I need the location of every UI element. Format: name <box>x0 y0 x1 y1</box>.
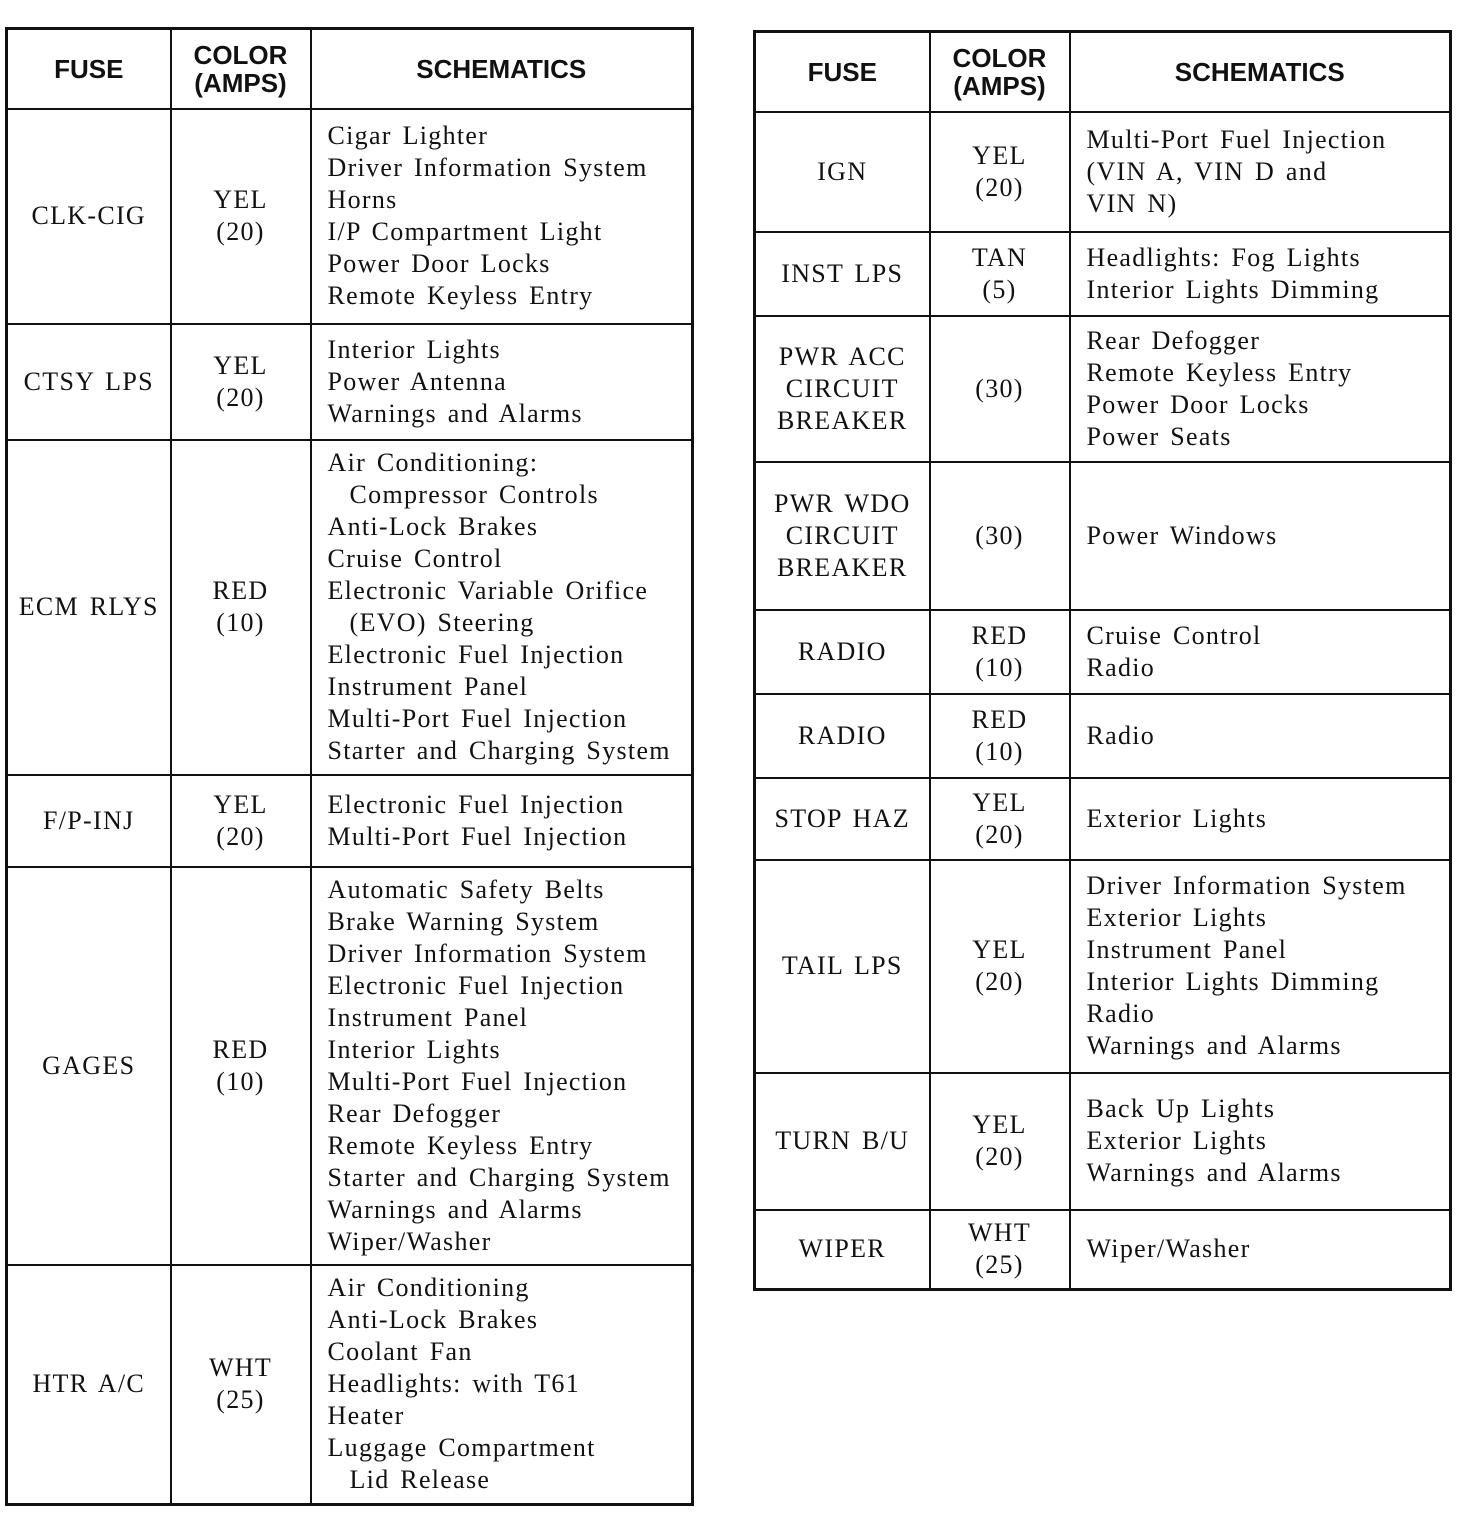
color-amps-value: YEL <box>213 350 268 380</box>
schematic-item: Multi-Port Fuel Injection <box>1086 124 1387 154</box>
table-row <box>755 778 1451 860</box>
fuse-cell <box>755 232 930 316</box>
color-amps-value: RED <box>212 576 269 605</box>
schematic-item: Electronic Fuel Injection <box>327 640 625 669</box>
fuse-name: PWR ACC <box>778 341 906 371</box>
table-row <box>755 232 1451 316</box>
schematic-item: Headlights: Fog Lights <box>1086 242 1361 272</box>
table-row <box>7 867 693 1265</box>
schematic-item: Horns <box>327 185 398 214</box>
fuse-cell <box>7 1265 171 1505</box>
color-amps-value: (25) <box>975 1250 1024 1280</box>
schematic-item: Anti-Lock Brakes <box>327 512 539 541</box>
schematics-cell <box>311 775 693 867</box>
schematic-item: Radio <box>1086 720 1156 750</box>
color-amps-cell <box>930 1210 1070 1290</box>
color-amps-value: YEL <box>972 787 1027 817</box>
fuse-name: F/P-INJ <box>43 805 135 835</box>
fuse-name: STOP HAZ <box>774 803 910 833</box>
fuse-name: INST LPS <box>781 258 904 288</box>
schematic-item: Rear Defogger <box>327 1098 502 1128</box>
schematic-item: Electronic Fuel Injection <box>327 970 625 1000</box>
fuse-cell <box>7 109 171 324</box>
schematics-cell <box>1070 462 1451 610</box>
schematic-item: Luggage Compartment <box>327 1433 596 1463</box>
color-amps-cell <box>930 610 1070 694</box>
header-row <box>7 29 693 109</box>
header-color-line1: COLOR <box>952 42 1047 73</box>
table-row <box>755 1073 1451 1210</box>
schematic-item: Multi-Port Fuel Injection <box>327 1066 628 1096</box>
schematics-cell <box>311 867 693 1265</box>
fuse-name: IGN <box>817 156 868 186</box>
fuse-name: BREAKER <box>777 552 908 582</box>
table-row <box>7 1265 693 1505</box>
color-amps-value: (20) <box>975 967 1024 996</box>
color-amps-value: (10) <box>975 736 1024 766</box>
schematic-item: VIN N) <box>1086 188 1178 218</box>
table-body <box>7 109 693 1505</box>
color-amps-value: RED <box>971 704 1028 734</box>
schematic-item: Back Up Lights <box>1086 1094 1276 1123</box>
schematic-item: Automatic Safety Belts <box>327 874 605 904</box>
fuse-cell <box>755 462 930 610</box>
schematic-item: Remote Keyless Entry <box>327 281 594 310</box>
schematics-cell <box>1070 112 1451 232</box>
table-row <box>755 694 1451 778</box>
fuse-cell <box>7 867 171 1265</box>
color-amps-value: (30) <box>975 520 1024 550</box>
color-amps-value: (20) <box>216 382 265 412</box>
fuse-table-right <box>753 30 1452 1291</box>
schematic-item: Air Conditioning: <box>327 448 539 477</box>
schematic-item: Interior Lights Dimming <box>1086 274 1380 304</box>
fuse-cell <box>755 112 930 232</box>
color-amps-cell <box>930 860 1070 1073</box>
schematic-item: Remote Keyless Entry <box>1086 357 1353 387</box>
color-amps-value: RED <box>971 620 1028 650</box>
schematics-cell <box>311 109 693 324</box>
color-amps-value: (10) <box>216 1066 265 1096</box>
schematic-item: Starter and Charging System <box>327 736 671 765</box>
table-row <box>7 109 693 324</box>
fuse-table-left <box>5 27 694 1506</box>
fuse-cell <box>755 1073 930 1210</box>
fuse-name: BREAKER <box>777 405 908 435</box>
schematic-item: Brake Warning System <box>327 906 600 936</box>
color-amps-value: TAN <box>971 242 1028 272</box>
table-row <box>755 112 1451 232</box>
header-fuse <box>755 32 930 112</box>
schematics-cell <box>311 324 693 440</box>
schematics-cell <box>1070 778 1451 860</box>
fuse-name: RADIO <box>797 720 887 750</box>
schematics-cell <box>1070 232 1451 316</box>
schematic-item: Electronic Variable Orifice <box>327 576 649 605</box>
table-row <box>755 610 1451 694</box>
color-amps-value: WHT <box>208 1353 273 1383</box>
fuse-cell <box>7 775 171 867</box>
color-amps-value: (25) <box>216 1385 265 1415</box>
header-schematics-label: SCHEMATICS <box>1174 56 1345 87</box>
fuse-name: CTSY LPS <box>23 366 154 396</box>
schematic-item: Interior Lights <box>327 334 501 364</box>
header-schematics-label: SCHEMATICS <box>416 53 587 84</box>
schematic-item: Wiper/Washer <box>327 1226 492 1256</box>
fuse-name: GAGES <box>42 1050 136 1080</box>
table-row <box>7 324 693 440</box>
fuse-name: ECM RLYS <box>18 592 159 621</box>
fuse-cell <box>755 694 930 778</box>
schematic-item: Power Seats <box>1086 421 1232 451</box>
color-amps-value: (30) <box>975 373 1024 403</box>
schematic-item: Multi-Port Fuel Injection <box>327 704 628 733</box>
schematic-item: Exterior Lights <box>1086 803 1268 833</box>
fuse-name: PWR WDO <box>773 488 911 518</box>
schematic-item: Anti-Lock Brakes <box>327 1305 539 1335</box>
color-amps-cell <box>930 232 1070 316</box>
color-amps-value: (20) <box>975 1142 1024 1171</box>
color-amps-cell <box>930 462 1070 610</box>
schematic-item: Wiper/Washer <box>1086 1234 1251 1264</box>
color-amps-cell <box>171 867 311 1265</box>
color-amps-value: RED <box>212 1034 269 1064</box>
schematics-cell <box>1070 1073 1451 1210</box>
color-amps-cell <box>930 694 1070 778</box>
schematic-item: Instrument Panel <box>327 672 529 701</box>
table-row <box>755 462 1451 610</box>
fuse-name: TURN B/U <box>775 1126 910 1155</box>
schematic-item: Radio <box>1086 652 1156 682</box>
color-amps-value: WHT <box>967 1218 1032 1248</box>
color-amps-value: (10) <box>975 652 1024 682</box>
fuse-name: CIRCUIT <box>785 520 899 550</box>
header-schematics <box>311 29 693 109</box>
fuse-cell <box>755 860 930 1073</box>
header-fuse-label: FUSE <box>54 53 124 84</box>
schematics-cell <box>1070 860 1451 1073</box>
table-body <box>755 112 1451 1290</box>
schematic-item: Warnings and Alarms <box>327 398 583 428</box>
fuse-name: TAIL LPS <box>781 951 903 980</box>
fuse-cell <box>755 610 930 694</box>
color-amps-cell <box>930 1073 1070 1210</box>
schematic-item: Lid Release <box>349 1465 491 1495</box>
schematic-item: Instrument Panel <box>1086 935 1288 964</box>
color-amps-cell <box>171 775 311 867</box>
schematic-item: Interior Lights Dimming <box>1086 967 1380 996</box>
fuse-name: WIPER <box>798 1234 886 1264</box>
header-color <box>171 29 311 109</box>
schematic-item: Exterior Lights <box>1086 1126 1268 1155</box>
schematics-cell <box>311 1265 693 1505</box>
color-amps-value: (20) <box>216 821 265 851</box>
schematic-item: Multi-Port Fuel Injection <box>327 821 628 851</box>
schematic-item: Cruise Control <box>327 544 503 573</box>
color-amps-value: (20) <box>975 819 1024 849</box>
table-row <box>755 316 1451 462</box>
schematic-item: Power Antenna <box>327 366 507 396</box>
table-row <box>755 860 1451 1073</box>
schematic-item: Driver Information System <box>327 153 648 182</box>
header-fuse-label: FUSE <box>807 56 877 87</box>
color-amps-value: (5) <box>982 274 1017 304</box>
fuse-name: RADIO <box>797 636 887 666</box>
schematic-item: Warnings and Alarms <box>327 1194 583 1224</box>
color-amps-cell <box>171 440 311 775</box>
color-amps-cell <box>930 778 1070 860</box>
schematic-item: Warnings and Alarms <box>1086 1031 1342 1060</box>
schematics-cell <box>1070 610 1451 694</box>
header-schematics <box>1070 32 1451 112</box>
schematic-item: Compressor Controls <box>349 480 599 509</box>
schematic-item: I/P Compartment Light <box>327 217 603 246</box>
schematic-item: Coolant Fan <box>327 1337 473 1367</box>
color-amps-value: (20) <box>216 217 265 246</box>
color-amps-value: (20) <box>975 172 1024 202</box>
fuse-cell <box>755 778 930 860</box>
header-color <box>930 32 1070 112</box>
schematic-item: Air Conditioning <box>327 1273 530 1303</box>
schematic-item: Cigar Lighter <box>327 121 489 150</box>
header-color-line2: (AMPS) <box>194 67 287 98</box>
schematic-item: Remote Keyless Entry <box>327 1130 594 1160</box>
schematics-cell <box>1070 316 1451 462</box>
table-row <box>7 440 693 775</box>
color-amps-cell <box>171 324 311 440</box>
color-amps-cell <box>930 112 1070 232</box>
color-amps-cell <box>930 316 1070 462</box>
schematic-item: Heater <box>327 1401 405 1431</box>
schematics-cell <box>1070 1210 1451 1290</box>
schematic-item: (EVO) Steering <box>349 608 535 637</box>
schematic-item: Warnings and Alarms <box>1086 1158 1342 1187</box>
color-amps-value: YEL <box>972 935 1027 964</box>
color-amps-value: YEL <box>213 789 268 819</box>
schematic-item: Radio <box>1086 999 1156 1028</box>
header-color-line1: COLOR <box>193 39 288 70</box>
fuse-cell <box>755 1210 930 1290</box>
schematic-item: Power Door Locks <box>1086 389 1310 419</box>
schematic-item: Cruise Control <box>1086 620 1262 650</box>
header-fuse <box>7 29 171 109</box>
color-amps-cell <box>171 109 311 324</box>
table-row <box>755 1210 1451 1290</box>
color-amps-value: YEL <box>213 185 268 214</box>
fuse-name: HTR A/C <box>32 1369 145 1399</box>
fuse-cell <box>7 440 171 775</box>
schematics-cell <box>1070 694 1451 778</box>
fuse-name: CLK-CIG <box>31 201 147 230</box>
schematic-item: Starter and Charging System <box>327 1162 671 1192</box>
color-amps-value: YEL <box>972 1110 1027 1139</box>
fuse-cell <box>7 324 171 440</box>
table-row <box>7 775 693 867</box>
color-amps-cell <box>171 1265 311 1505</box>
schematic-item: Power Door Locks <box>327 249 551 278</box>
schematic-item: Rear Defogger <box>1086 325 1261 355</box>
fuse-cell <box>755 316 930 462</box>
schematic-item: Headlights: with T61 <box>327 1369 581 1399</box>
schematic-item: Electronic Fuel Injection <box>327 789 625 819</box>
schematic-item: Driver Information System <box>1086 871 1407 900</box>
schematic-item: (VIN A, VIN D and <box>1086 156 1328 186</box>
schematic-item: Interior Lights <box>327 1034 501 1064</box>
schematic-item: Instrument Panel <box>327 1002 529 1032</box>
header-row <box>755 32 1451 112</box>
color-amps-value: YEL <box>972 140 1027 170</box>
header-color-line2: (AMPS) <box>953 70 1046 101</box>
schematic-item: Driver Information System <box>327 938 648 968</box>
color-amps-value: (10) <box>216 608 265 637</box>
schematic-item: Exterior Lights <box>1086 903 1268 932</box>
schematic-item: Power Windows <box>1086 520 1278 550</box>
fuse-name: CIRCUIT <box>785 373 899 403</box>
schematics-cell <box>311 440 693 775</box>
